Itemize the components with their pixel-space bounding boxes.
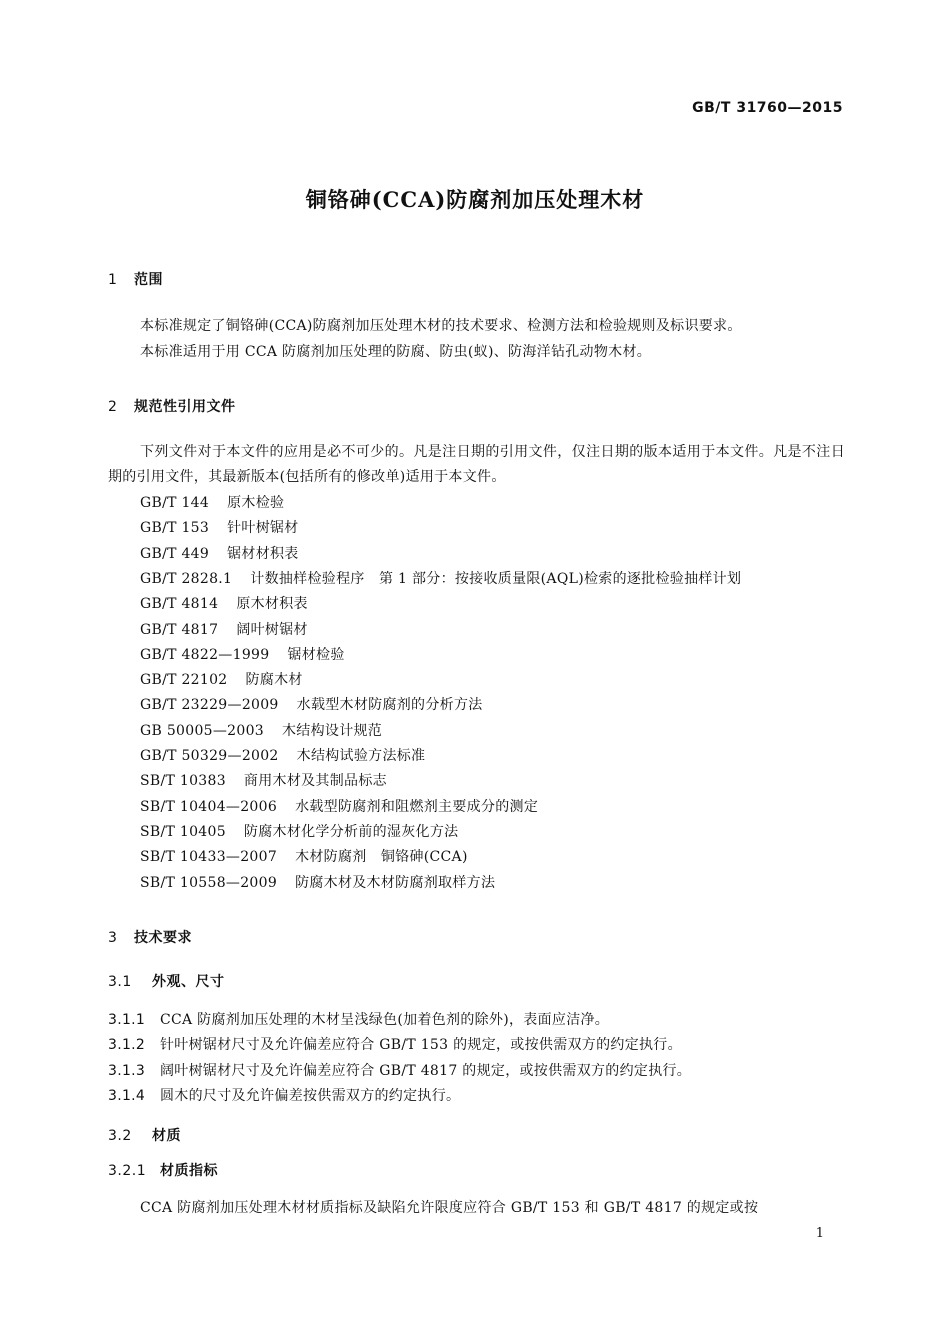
reference-name: 阔叶树锯材 <box>236 621 308 638</box>
reference-item <box>140 619 308 639</box>
reference-item <box>140 720 382 740</box>
clause-number: 3.1.2 <box>108 1037 146 1054</box>
reference-name: 锯材材积表 <box>227 545 299 562</box>
reference-code: SB/T 10405 <box>140 823 226 840</box>
subsection-3-2-1-heading <box>108 1160 218 1180</box>
reference-code: GB/T 23229—2009 <box>140 697 279 714</box>
subsection-3-1-heading <box>108 971 225 991</box>
section-number: 3 <box>108 930 118 946</box>
reference-code: GB/T 4814 <box>140 596 219 613</box>
clause-number: 3.1.4 <box>108 1087 146 1104</box>
document-title: 铜铬砷(CCA)防腐剂加压处理木材 <box>305 187 645 212</box>
paragraph: CCA 防腐剂加压处理木材材质指标及缺陷允许限度应符合 GB/T 153 和 GB/T 4817 的规定或按 <box>140 1200 759 1216</box>
reference-name: 水载型防腐剂和阻燃剂主要成分的测定 <box>295 798 539 815</box>
reference-item <box>140 821 458 841</box>
reference-name: 针叶树锯材 <box>227 520 299 537</box>
clause-number: 3.1.3 <box>108 1062 146 1079</box>
reference-code: SB/T 10558—2009 <box>140 874 278 891</box>
clause-number: 3.1.1 <box>108 1012 146 1028</box>
reference-code: GB/T 4822—1999 <box>140 646 270 663</box>
clause-text: CCA 防腐剂加压处理的木材呈浅绿色(加着色剂的除外)，表面应洁净。 <box>160 1012 610 1028</box>
section-number: 1 <box>108 272 118 288</box>
reference-item <box>140 796 538 816</box>
reference-name: 计数抽样检验程序 第 1 部分：按接收质量限(AQL)检索的逐批检验抽样计划 <box>250 570 742 587</box>
reference-code: SB/T 10404—2006 <box>140 798 278 815</box>
clause-item <box>108 1085 460 1105</box>
paragraph: 本标准规定了铜铬砷(CCA)防腐剂加压处理木材的技术要求、检测方法和检验规则及标识要求。 <box>140 318 742 334</box>
reference-code: GB/T 2828.1 <box>140 570 233 587</box>
subsection-title: 外观、尺寸 <box>152 974 225 990</box>
reference-item <box>140 745 425 765</box>
reference-item <box>140 846 468 866</box>
section-1-heading <box>108 269 163 289</box>
section-title: 技术要求 <box>134 930 192 946</box>
reference-item <box>140 644 345 664</box>
reference-item <box>140 694 483 714</box>
reference-code: SB/T 10383 <box>140 773 226 790</box>
reference-name: 木材防腐剂 铜铬砷(CCA) <box>295 849 468 866</box>
reference-item <box>140 543 299 563</box>
reference-item <box>140 770 387 790</box>
reference-item <box>140 593 308 613</box>
clause-item <box>108 1009 609 1029</box>
reference-item <box>140 517 299 537</box>
reference-name: 木结构试验方法标准 <box>296 748 426 764</box>
subsection-number: 3.2 <box>108 1128 132 1144</box>
paragraph: 本标准适用于用 CCA 防腐剂加压处理的防腐、防虫(蚁)、防海洋钻孔动物木材。 <box>140 344 652 360</box>
document-code: GB/T 31760—2015 <box>692 100 843 116</box>
section-title: 规范性引用文件 <box>134 399 236 415</box>
section-2-heading <box>108 396 236 416</box>
reference-code: GB/T 50329—2002 <box>140 748 279 764</box>
reference-item <box>140 669 303 689</box>
reference-name: 防腐木材及木材防腐剂取样方法 <box>295 874 496 891</box>
reference-name: 原木检验 <box>227 495 285 511</box>
reference-code: GB 50005—2003 <box>140 722 264 739</box>
reference-item <box>140 568 741 588</box>
reference-code: GB/T 22102 <box>140 672 228 689</box>
clause-text: 针叶树锯材尺寸及允许偏差应符合 GB/T 153 的规定，或按供需双方的约定执行。 <box>160 1037 682 1054</box>
section-number: 2 <box>108 399 118 415</box>
page-number: 1 <box>815 1226 824 1241</box>
reference-name: 原木材积表 <box>236 596 308 613</box>
reference-code: GB/T 144 <box>140 495 210 511</box>
clause-text: 圆木的尺寸及允许偏差按供需双方的约定执行。 <box>160 1087 461 1104</box>
section-3-heading <box>108 927 192 947</box>
reference-name: 木结构设计规范 <box>282 722 383 739</box>
subsection-title: 材质 <box>152 1128 181 1144</box>
reference-code: GB/T 153 <box>140 520 210 537</box>
clause-item <box>108 1060 691 1080</box>
reference-name: 水载型木材防腐剂的分析方法 <box>296 697 483 714</box>
reference-item <box>140 872 495 892</box>
subsection-number: 3.1 <box>108 974 132 990</box>
reference-name: 防腐木材化学分析前的湿灰化方法 <box>243 823 459 840</box>
subsection-number: 3.2.1 <box>108 1163 147 1179</box>
clause-text: 阔叶树锯材尺寸及允许偏差应符合 GB/T 4817 的规定，或按供需双方的约定执行。 <box>160 1062 692 1079</box>
reference-code: GB/T 449 <box>140 545 210 562</box>
reference-name: 锯材检验 <box>287 646 345 663</box>
reference-code: GB/T 4817 <box>140 621 219 638</box>
reference-code: SB/T 10433—2007 <box>140 849 278 866</box>
subsection-title: 材质指标 <box>160 1163 218 1179</box>
reference-name: 防腐木材 <box>245 672 303 689</box>
clause-item <box>108 1034 682 1054</box>
reference-name: 商用木材及其制品标志 <box>243 773 387 790</box>
paragraph: 下列文件对于本文件的应用是必不可少的。凡是注日期的引用文件，仅注日期的版本适用于本文件。凡是不注日期的引用文件，其最新版本(包括所有的修改单)适用于本文件。 <box>108 444 845 485</box>
reference-item <box>140 492 284 512</box>
section-title: 范围 <box>134 272 163 288</box>
subsection-3-2-heading <box>108 1125 181 1145</box>
